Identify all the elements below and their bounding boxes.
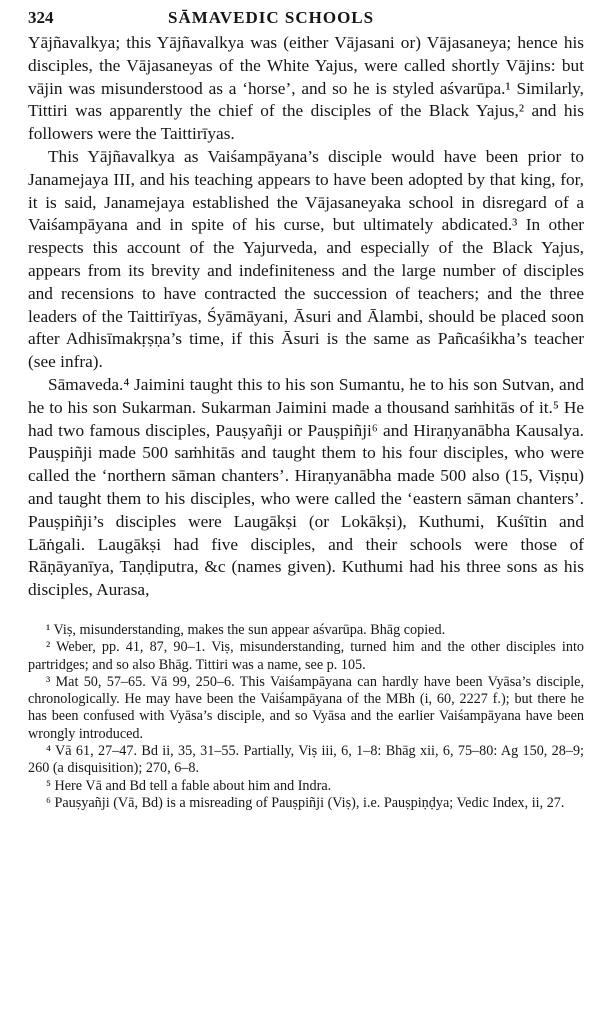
footnote: ³ Mat 50, 57–65. Vā 99, 250–6. This Vaiśampāyana can hardly have been Vyāsa’s disciple, chronologically. He may have been the Vaiśampāyana of the MBh (i, 60, 2227 f.); but there he has been confused with Vyāsa’s disciple, and so Vyāsa and the earlier Vaiśampāyana have been wrongly introduced.: [28, 673, 584, 742]
body-paragraph: Sāmaveda.⁴ Jaimini taught this to his son Sumantu, he to his son Sutvan, and he to his son Sukarman. Sukarman Jaimini made a thousand saṁhitās of it.⁵ He had two famous disciples, Pauṣyañji or Pauṣpiñji⁶ and Hiraṇyanābha Kausalya. Pauṣpiñji made 500 saṁhitās and taught them to his four disciples, who were called the ‘northern sāman chanters’. Hiraṇyanābha made 500 also (15, Viṣṇu) and taught them to his disciples, who were called the ‘eastern sāman chanters’. Pauṣpiñji’s disciples were Laugākṣi (or Lokākṣi), Kuthumi, Kuśītin and Lāṅgali. Laugākṣi had five disciples, and their schools were those of Rāṇāyanīya, Taṇḍiputra, &c (names given). Kuthumi had his three sons as his disciples, Aurasa,: [28, 374, 584, 600]
footnote: ⁶ Pauṣyañji (Vā, Bd) is a misreading of Pauṣpiñji (Viṣ), i.e. Pauṣpiṇḍya; Vedic Index, ii, 27.: [46, 794, 565, 811]
footnote: ¹ Viṣ, misunderstanding, makes the sun appear aśvarūpa. Bhāg copied.: [46, 621, 446, 638]
body-paragraph: This Yājñavalkya as Vaiśampāyana’s disciple would have been prior to Janamejaya III, and his teaching appears to have been adopted by that king, for, it is said, Janamejaya established the Vājasaneyaka school in disregard of a Vaiśampāyana and in spite of his curse, but ultimately abdicated.³ In other respects this account of the Yajurveda, and especially of the Black Yajus, appears from its brevity and indefiniteness and the large number of disciples and recensions to have contracted the succession of teachers; and the three leaders of the Taittirīyas, Śyāmāyani, Āsuri and Ālambi, should be placed soon after Adhisīmakṛṣṇa’s time, if this Āsuri is the same as Pañcaśikha’s teacher (see infra).: [28, 146, 584, 372]
page-header: [28, 2, 584, 32]
footnote: ⁴ Vā 61, 27–47. Bd ii, 35, 31–55. Partially, Viṣ iii, 6, 1–8: Bhāg xii, 6, 75–80: Ag 150, 28–9; 260 (a disquisition); 270, 6–8.: [28, 743, 584, 777]
footnote: ² Weber, pp. 41, 87, 90–1. Viṣ, misunderstanding, turned him and the other disciples into partridges; and so also Bhāg. Tittiri was a name, see p. 105.: [28, 639, 584, 673]
body-text: [28, 32, 584, 602]
running-head: SĀMAVEDIC SCHOOLS: [168, 8, 375, 27]
body-paragraph: Yājñavalkya; this Yājñavalkya was (either Vājasani or) Vājasaneya; hence his disciples, the Vājasaneyas of the White Yajus, were called shortly Vājins: but vājin was misunderstood as a ‘horse’, and so he is styled aśvarūpa.¹ Similarly, Tittiri was apparently the chief of the disciples of the Black Yajus,² and his followers were the Taittirīyas.: [28, 33, 584, 144]
footnote: ⁵ Here Vā and Bd tell a fable about him and Indra.: [46, 777, 332, 794]
page-number: 324: [28, 8, 54, 27]
footnotes: [28, 622, 584, 812]
book-page: [28, 2, 584, 812]
